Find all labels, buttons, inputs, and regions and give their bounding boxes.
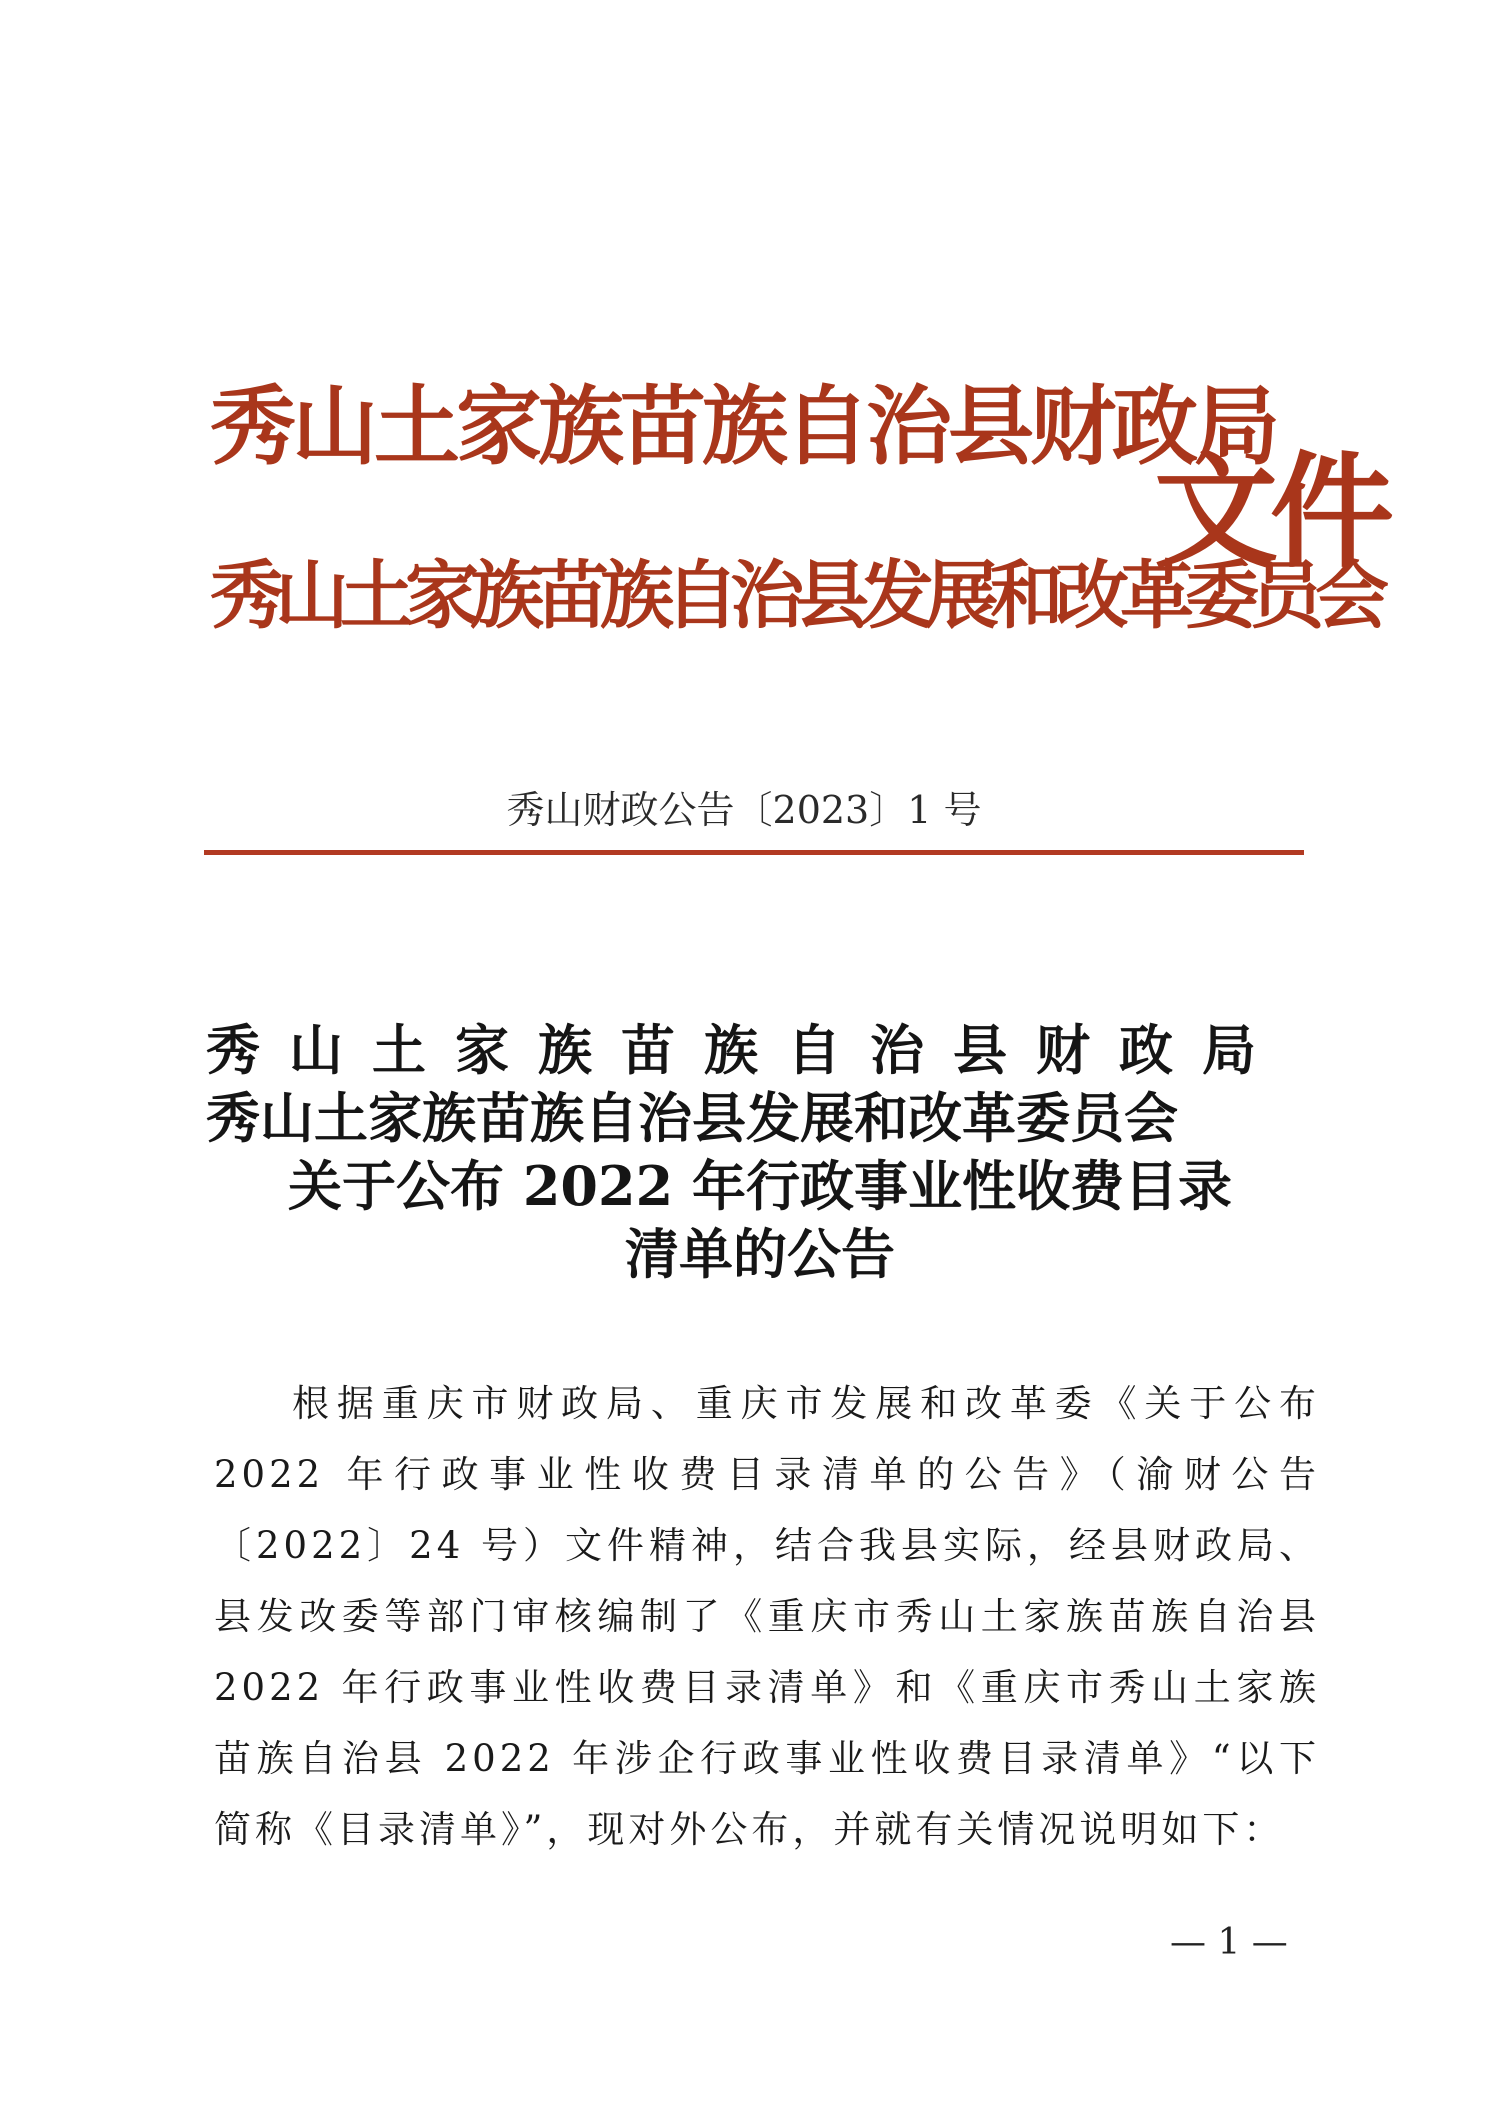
page-number: — 1 — bbox=[1170, 1922, 1288, 1963]
document-type-label: 文件 bbox=[1154, 441, 1387, 585]
issuer-name-finance-bureau: 秀山土家族苗族自治县财政局 bbox=[210, 377, 1276, 477]
title-line-4: 清单的公告 bbox=[625, 1222, 895, 1286]
title-line-3: 关于公布 2022 年行政事业性收费目录 bbox=[288, 1154, 1232, 1218]
title-line-1: 秀山土家族苗族自治县财政局 bbox=[206, 1018, 1285, 1082]
document-number: 秀山财政公告〔2023〕1 号 bbox=[506, 788, 982, 832]
red-divider-line bbox=[204, 850, 1304, 855]
document-header bbox=[210, 372, 1387, 672]
body-paragraph: 根据重庆市财政局、重庆市发展和改革委《关于公布 2022 年行政事业性收费目录清单的公告》（渝财公告〔2022〕24 号）文件精神，结合我县实际，经县财政局、县发改委等部门审核编制了《重庆市秀山土家族苗族自治县 2022 年行政事业性收费目录清单》和《重庆市秀山土家族苗族自治县 2022 年涉企行政事业性收费目录清单》“以下简称《目录清单》”，现对外公布，并就有关情况说明如下： bbox=[214, 1382, 1320, 1851]
document-title bbox=[206, 1016, 1314, 1288]
title-line-2: 秀山土家族苗族自治县发展和改革委员会 bbox=[206, 1086, 1178, 1150]
issuer-name-development-reform-commission: 秀山土家族苗族自治县发展和改革委员会 bbox=[210, 553, 1380, 639]
